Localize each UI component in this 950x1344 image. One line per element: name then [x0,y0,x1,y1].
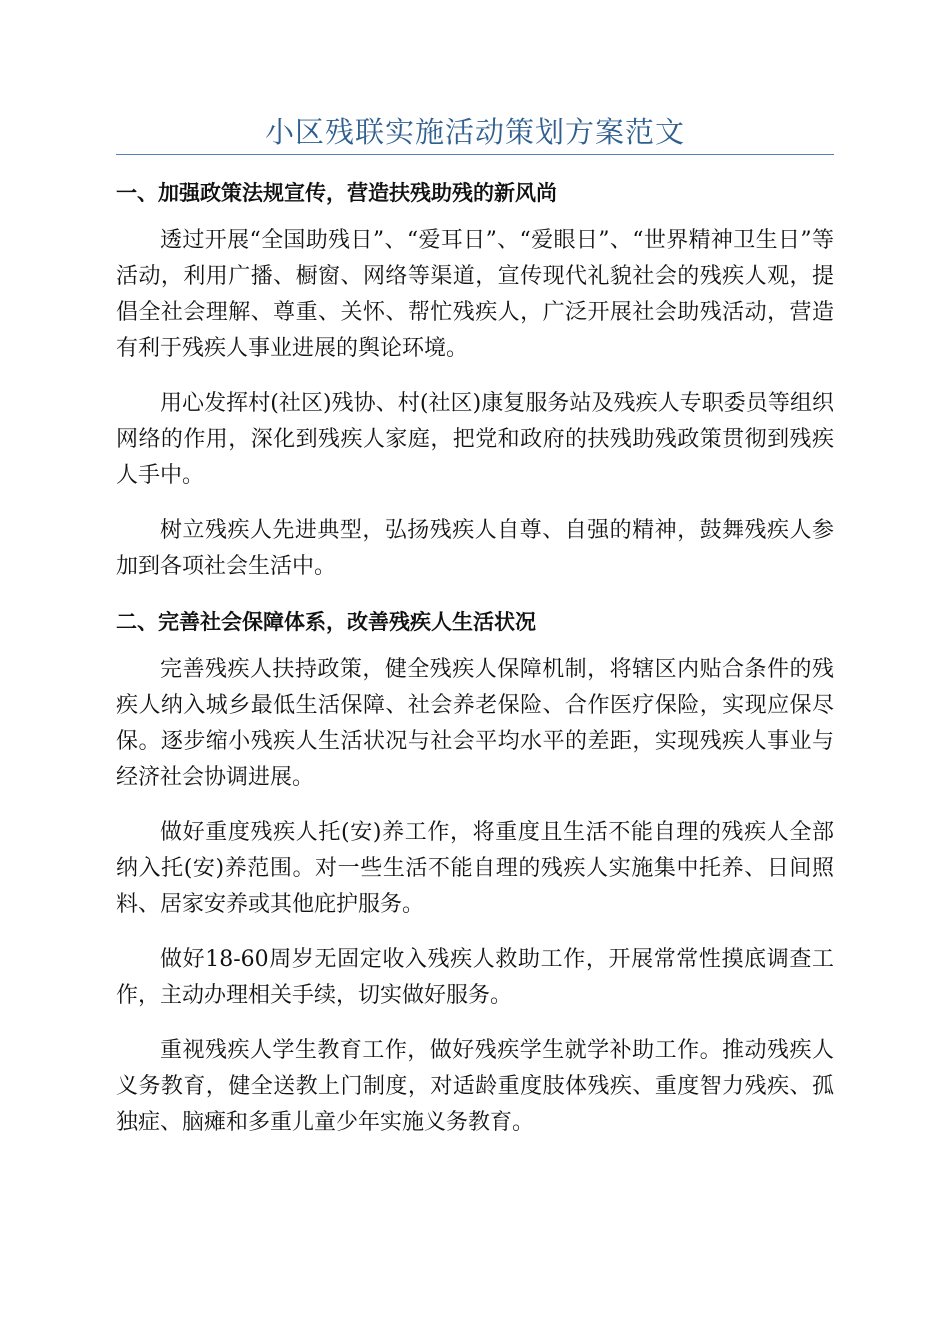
section-heading-2: 二、完善社会保障体系，改善残疾人生活状况 [116,610,536,634]
document-body [116,168,834,1160]
paragraph-1-1: 透过开展“全国助残日”、“爱耳日”、“爱眼日”、“世界精神卫生日”等活动，利用广播、橱窗、网络等渠道，宣传现代礼貌社会的残疾人观，提倡全社会理解、尊重、关怀、帮忙残疾人，广泛开展社会助残活动，营造有利于残疾人事业进展的舆论环境。 [116,228,834,361]
paragraph-2-3: 做好18-60周岁无固定收入残疾人救助工作，开展常常性摸底调查工作，主动办理相关手续，切实做好服务。 [116,947,834,1008]
paragraph-2-2: 做好重度残疾人托(安)养工作，将重度且生活不能自理的残疾人全部纳入托(安)养范围。对一些生活不能自理的残疾人实施集中托养、日间照料、居家安养或其他庇护服务。 [116,820,834,917]
paragraph-2-1: 完善残疾人扶持政策，健全残疾人保障机制，将辖区内贴合条件的残疾人纳入城乡最低生活保障、社会养老保险、合作医疗保险，实现应保尽保。逐步缩小残疾人生活状况与社会平均水平的差距，实现残疾人事业与经济社会协调进展。 [116,657,834,790]
paragraph-1-3: 树立残疾人先进典型，弘扬残疾人自尊、自强的精神，鼓舞残疾人参加到各项社会生活中。 [116,518,834,579]
section-heading-1: 一、加强政策法规宣传，营造扶残助残的新风尚 [116,181,557,205]
title-underline [116,154,834,155]
paragraph-2-4: 重视残疾人学生教育工作，做好残疾学生就学补助工作。推动残疾人义务教育，健全送教上门制度，对适龄重度肢体残疾、重度智力残疾、孤独症、脑瘫和多重儿童少年实施义务教育。 [116,1038,834,1135]
paragraph-1-2: 用心发挥村(社区)残协、村(社区)康复服务站及残疾人专职委员等组织网络的作用，深化到残疾人家庭，把党和政府的扶残助残政策贯彻到残疾人手中。 [116,391,834,488]
document-title: 小区残联实施活动策划方案范文 [264,115,685,149]
